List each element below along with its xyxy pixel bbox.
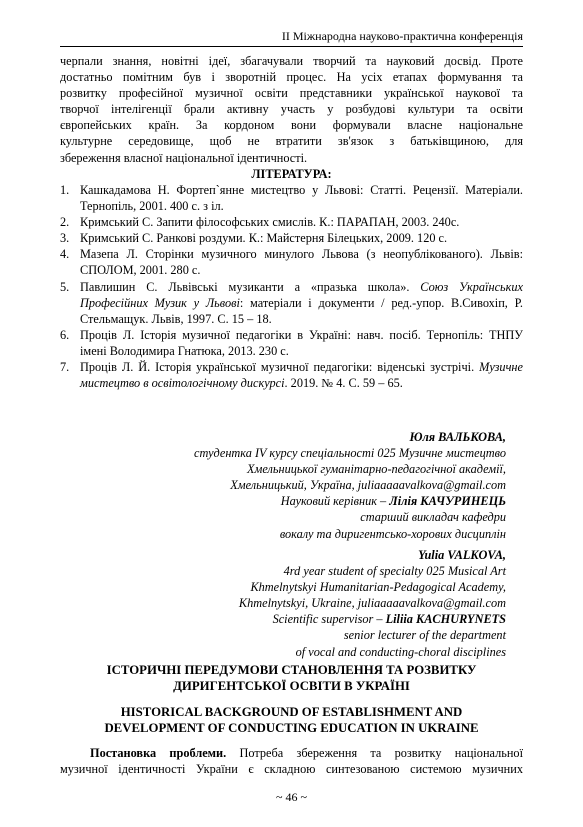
reference-text: Кримський С. Ранкові роздуми. К.: Майстерня Білецьких, 2009. 120 с. (80, 231, 448, 246)
intro-line: європейських країн. За кордоном вони формували власне національне (60, 118, 523, 133)
reference-text: Кашкадамова Н. Фортеп`янне мистецтво у Львові: Статті. Рецензії. Матеріали. Тернопіль, 2001. 400 с. з іл. (80, 183, 523, 214)
reference-number: 2. (60, 215, 70, 230)
intro-line: збереження власної національної ідентичності. (60, 150, 308, 165)
reference-text: Проців Л. Історія музичної педагогіки в Україні: навч. посіб. Тернопіль: ТНПУ імені Володимира Гнатюка, 2013. 230 с. (80, 327, 523, 358)
title-uk (60, 662, 523, 694)
reference-item (60, 182, 523, 214)
author-name: Юля ВАЛЬКОВА, (409, 430, 506, 444)
supervisor-department: вокалу та диригентсько-хорових дисциплін (279, 526, 506, 541)
title-line: HISTORICAL BACKGROUND OF ESTABLISHMENT AND (120, 705, 463, 719)
reference-text-part: . 2019. № 4. С. 59 – 65. (284, 376, 403, 391)
reference-item (60, 359, 523, 391)
page-number: ~ 46 ~ (276, 790, 307, 804)
reference-item (60, 230, 523, 246)
reference-text (80, 359, 523, 391)
supervisor-department: of vocal and conducting-choral disciplines (295, 644, 506, 659)
reference-source-title: Музичне мистецтво в освітологічному дискурсі (80, 360, 523, 391)
reference-item (60, 327, 523, 359)
problem-statement-label: Постановка проблеми. (90, 746, 227, 760)
title-line: ДИРИГЕНТСЬКОЇ ОСВІТИ В УКРАЇНІ (173, 679, 410, 693)
author-affiliation-line: Khmelnytskyi, Ukraine, juliaaaaavalkova@gmail.com (238, 596, 506, 611)
running-header: II Міжнародна науково-практична конференція (281, 29, 523, 43)
intro-paragraph (60, 53, 523, 166)
intro-line: розвитку професійної музичної освіти представники української наукової та (60, 86, 523, 101)
supervisor-position: старший викладач кафедри (360, 510, 506, 525)
reference-text: Мазепа Л. Сторінки музичного минулого Львова (з неопублікованого). Львів: СПОЛОМ, 2001. 280 с. (80, 247, 523, 278)
author-block-en (60, 547, 506, 660)
body-line (60, 745, 523, 761)
reference-text-part: Проців Л. Й. Історія української музичної педагогіки: віденські зустрічі. (80, 360, 480, 375)
title-line: DEVELOPMENT OF CONDUCTING EDUCATION IN UKRAINE (104, 721, 479, 735)
reference-item (60, 214, 523, 230)
author-affiliation-line: студентка IV курсу спеціальності 025 Музичне мистецтво (194, 446, 506, 461)
supervisor-label: Scientific supervisor – (272, 612, 386, 627)
header-rule (60, 46, 523, 47)
references-list (60, 182, 523, 391)
reference-number: 1. (60, 183, 70, 197)
references-heading: ЛІТЕРАТУРА: (251, 167, 332, 181)
reference-text (80, 279, 523, 327)
reference-item (60, 246, 523, 278)
intro-line: культурне середовище, щоб не втратити зв'язок з батьківщиною, для (60, 134, 523, 149)
reference-text: Кримський С. Запити філософських смислів. К.: ПАРАПАН, 2003. 240с. (80, 215, 460, 230)
author-name: Yulia VALKOVA, (418, 548, 506, 562)
title-en (60, 704, 523, 736)
body-paragraph (60, 745, 523, 777)
body-line: музичної ідентичності України є складною синтезованою системою музичних (60, 762, 523, 777)
reference-number: 7. (60, 360, 70, 375)
reference-number: 5. (60, 279, 70, 294)
supervisor-label: Науковий керівник – (280, 494, 390, 509)
reference-text-part: : матеріали і документи / ред.-упор. В.Сивохіп, Р. Стельмащук. Львів, 1997. С. 15 – 18. (80, 295, 523, 326)
supervisor-position: senior lecturer of the department (343, 628, 506, 643)
author-block-uk (60, 429, 506, 542)
author-affiliation-line: Хмельницької гуманітарно-педагогічної академії, (247, 462, 506, 477)
intro-line: черпали знання, новітні ідеї, збагачували творчий та науковий досвід. Проте (60, 54, 523, 68)
body-text: Потреба збереження та розвитку національної (226, 746, 523, 760)
supervisor-line (60, 493, 506, 509)
author-affiliation-line: Khmelnytskyi Humanitarian-Pedagogical Academy, (250, 580, 506, 595)
intro-line: творчої інтелігенції брали активну участь у розбудові культури та освіти (60, 102, 523, 117)
supervisor-line (60, 611, 506, 627)
reference-item (60, 279, 523, 327)
reference-source-title: Союз Українських Професійних Музик у Львові (80, 279, 523, 310)
reference-number: 3. (60, 231, 70, 246)
supervisor-name: Лілія КАЧУРИНЕЦЬ (389, 494, 506, 509)
reference-number: 6. (60, 327, 70, 342)
reference-number: 4. (60, 247, 70, 262)
author-affiliation-line: Хмельницький, Україна, juliaaaaavalkova@gmail.com (230, 478, 506, 493)
title-line: ІСТОРИЧНІ ПЕРЕДУМОВИ СТАНОВЛЕННЯ ТА РОЗВИТКУ (106, 663, 477, 677)
supervisor-name: Liliia KACHURYNETS (385, 612, 506, 627)
author-affiliation-line: 4rd year student of specialty 025 Musical Art (283, 564, 506, 579)
reference-text-part: Павлишин С. Львівські музиканти а «празька школа». (80, 279, 421, 294)
intro-line: достатньо помітним був і зворотній процес. На усіх етапах формування та (60, 70, 523, 85)
